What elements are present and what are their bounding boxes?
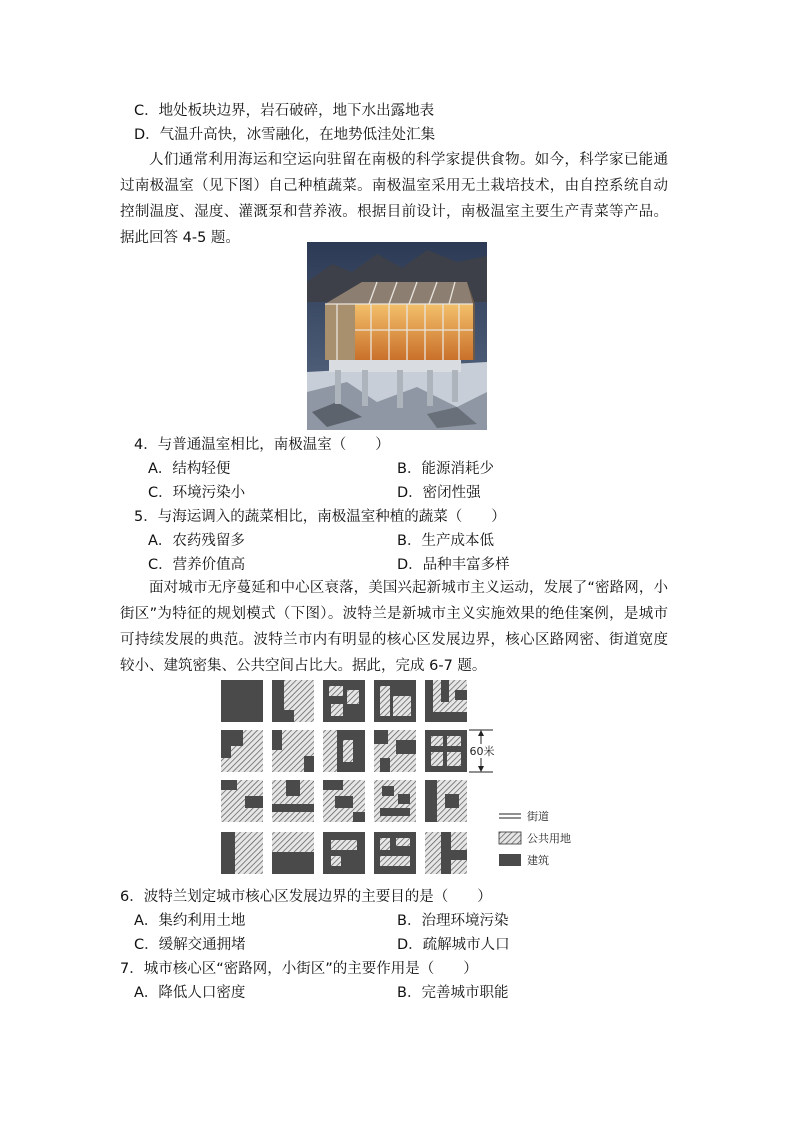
- block-r3c2: [272, 780, 314, 822]
- block-r4c5: [425, 832, 467, 874]
- question-4-stem: 4．与普通温室相比，南极温室（ ）: [134, 437, 390, 453]
- antarctic-greenhouse-photo: [307, 242, 487, 430]
- block-r4c4: [374, 832, 416, 874]
- question-5-option-b: B．生产成本低: [397, 533, 494, 549]
- block-r2c1: [221, 730, 263, 772]
- block-r4c2: [272, 832, 314, 874]
- legend-street-label: 街道: [527, 810, 549, 823]
- question-5-option-d: D．品种丰富多样: [397, 557, 510, 573]
- block-r2c3: [323, 730, 365, 772]
- question-4-option-d: D．密闭性强: [397, 485, 481, 501]
- question-4-option-a: A．结构轻便: [148, 461, 231, 477]
- question-4-option-c: C．环境污染小: [148, 485, 246, 501]
- block-r1c5: [425, 680, 467, 722]
- question-6-stem: 6．波特兰划定城市核心区发展边界的主要目的是（ ）: [120, 889, 492, 905]
- block-r1c3: [323, 680, 365, 722]
- legend-building-label: 建筑: [527, 854, 549, 867]
- question-6-option-a: A．集约利用土地: [134, 913, 246, 929]
- block-r1c2: [272, 680, 314, 722]
- question-7-option-b: B．完善城市职能: [397, 985, 509, 1001]
- question-5-option-a: A．农药残留多: [148, 533, 245, 549]
- question-6-option-d: D．疏解城市人口: [397, 937, 510, 953]
- block-r3c1: [221, 780, 263, 822]
- question-6-option-b: B．治理环境污染: [397, 913, 509, 929]
- dimension-label: 60米: [469, 745, 495, 758]
- question-7-stem: 7．城市核心区“密路网，小街区”的主要作用是（ ）: [120, 961, 478, 977]
- block-r2c5: [425, 730, 467, 772]
- legend: [499, 809, 571, 867]
- passage-greenhouse: 人们通常利用海运和空运向驻留在南极的科学家提供食物。如今，科学家已能通过南极温室（见下图）自己种植蔬菜。南极温室采用无土栽培技术，由自控系统自动控制温度、湿度、灌溉泵和营养液。根据目前设计，南极温室主要生产青菜等产品。据此回答 4-5 题。: [120, 152, 668, 246]
- question-7-option-a: A．降低人口密度: [134, 985, 246, 1001]
- block-r4c1: [221, 832, 263, 874]
- block-r3c5: [425, 780, 467, 822]
- dimension-marker: [469, 730, 495, 772]
- block-r1c4: [374, 680, 416, 722]
- block-r2c2: [272, 730, 314, 772]
- question-6-option-c: C．缓解交通拥堵: [134, 937, 246, 953]
- question-5-stem: 5．与海运调入的蔬菜相比，南极温室种植的蔬菜（ ）: [134, 509, 506, 525]
- question-4-option-b: B．能源消耗少: [397, 461, 494, 477]
- block-r3c3: [323, 780, 365, 822]
- legend-public-land-label: 公共用地: [527, 832, 571, 845]
- question-5-option-c: C．营养价值高: [148, 557, 246, 573]
- block-r2c4: [374, 730, 416, 772]
- block-r1c1: [221, 680, 263, 722]
- option-d-prev: D．气温升高快，冰雪融化，在地势低洼处汇集: [134, 127, 436, 143]
- passage-portland: 面对城市无序蔓延和中心区衰落，美国兴起新城市主义运动，发展了“密路网，小街区”为特征的规划模式（下图）。波特兰是新城市主义实施效果的绝佳案例，是城市可持续发展的典范。波特兰市内有明显的核心区发展边界，核心区路网密、街道宽度较小、建筑密集、公共空间占比大。据此，完成 6-7 题。: [120, 580, 668, 674]
- option-c-prev: C．地处板块边界，岩石破碎，地下水出露地表: [134, 103, 435, 119]
- block-layout-figure: [215, 676, 585, 882]
- block-r3c4: [374, 780, 416, 822]
- block-r4c3: [323, 832, 365, 874]
